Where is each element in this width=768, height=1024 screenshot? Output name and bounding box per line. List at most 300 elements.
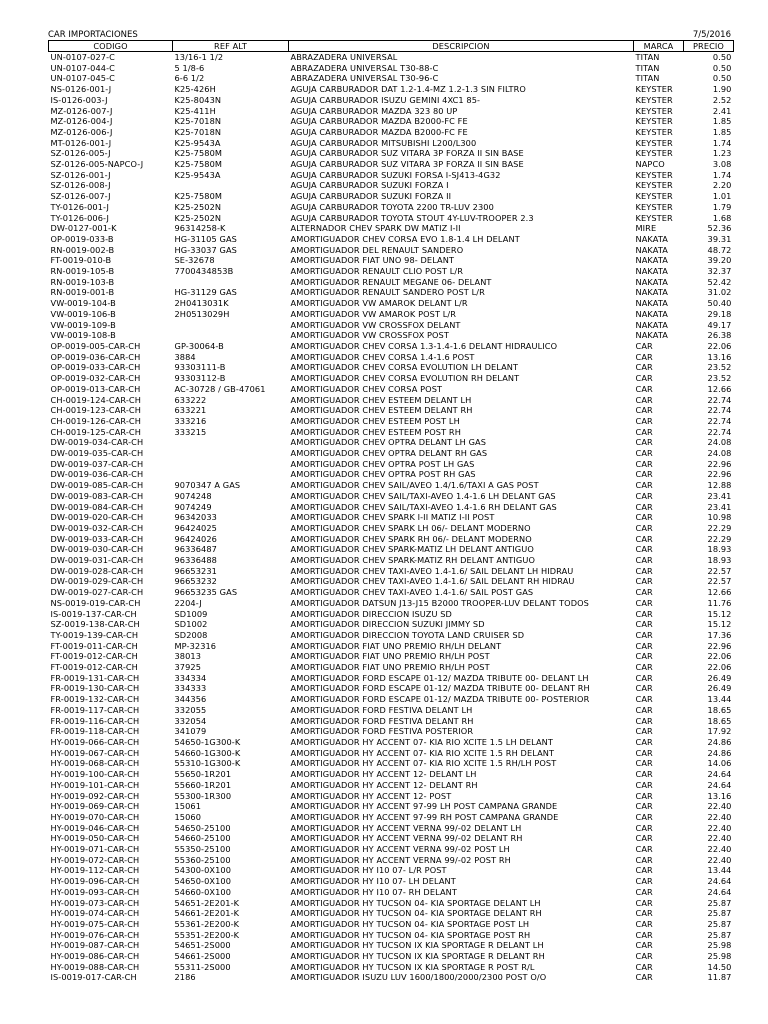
cell-precio: 0.50 — [712, 62, 732, 73]
cell-ref-alt: 93303111-B — [174, 362, 226, 373]
cell-codigo: SZ-0126-005-J — [50, 148, 111, 159]
cell-descripcion: AMORTIGUADOR CHEV ESTEEM POST RH — [290, 426, 461, 437]
cell-ref-alt: 54651-2S000 — [174, 940, 231, 951]
cell-precio: 22.40 — [707, 833, 732, 844]
cell-codigo: CH-0019-124-CAR-CH — [50, 394, 142, 405]
table-row — [49, 833, 734, 844]
cell-codigo: DW-0019-083-CAR-CH — [50, 490, 144, 501]
table-row — [49, 694, 734, 705]
table-row — [49, 106, 734, 117]
cell-marca: CAR — [635, 908, 653, 919]
cell-codigo: DW-0019-035-CAR-CH — [50, 448, 144, 459]
cell-descripcion: AMORTIGUADOR CHEV ESTEEM DELANT LH — [290, 394, 472, 405]
cell-precio: 11.76 — [707, 597, 732, 608]
cell-descripcion: AMORTIGUADOR DIRECCION SUZUKI JIMMY SD — [290, 619, 485, 630]
cell-precio: 1.74 — [712, 137, 732, 148]
cell-ref-alt: 55350-25100 — [174, 844, 231, 855]
cell-precio: 15.12 — [707, 608, 732, 619]
cell-descripcion: AMORTIGUADOR CHEV ESTEEM DELANT RH — [290, 405, 473, 416]
cell-codigo: HY-0019-093-CAR-CH — [50, 886, 140, 897]
table-row — [49, 255, 734, 266]
sheet-header — [48, 30, 733, 40]
cell-ref-alt: SE-32678 — [174, 255, 215, 266]
cell-precio: 25.87 — [707, 897, 732, 908]
cell-precio: 1.79 — [712, 201, 732, 212]
cell-marca: CAR — [635, 876, 653, 887]
cell-precio: 25.87 — [707, 908, 732, 919]
cell-marca: NAKATA — [635, 233, 668, 244]
table-row — [49, 544, 734, 555]
table-row — [49, 801, 734, 812]
cell-ref-alt: 2H0413031K — [174, 298, 229, 309]
cell-marca: KEYSTER — [635, 191, 673, 202]
table-row — [49, 887, 734, 898]
cell-codigo: TY-0019-139-CAR-CH — [50, 629, 139, 640]
cell-ref-alt: SD1002 — [174, 619, 208, 630]
cell-descripcion: AMORTIGUADOR VW CROSSFOX POST — [290, 330, 449, 341]
cell-ref-alt: 332055 — [174, 704, 207, 715]
cell-ref-alt — [173, 330, 289, 341]
cell-codigo: DW-0019-029-CAR-CH — [50, 576, 144, 587]
cell-descripcion: AMORTIGUADOR HY TUCSON IX KIA SPORTAGE R DELANT RH — [290, 951, 545, 962]
table-row — [49, 416, 734, 427]
cell-precio: 22.40 — [707, 844, 732, 855]
cell-codigo: SZ-0126-001-J — [50, 169, 111, 180]
table-row — [49, 576, 734, 587]
cell-precio: 1.90 — [712, 84, 732, 95]
cell-precio: 1.85 — [712, 126, 732, 137]
cell-marca: CAR — [635, 608, 653, 619]
cell-descripcion: AMORTIGUADOR VW CROSSFOX DELANT — [290, 319, 461, 330]
column-header-ref-alt: REF ALT — [173, 41, 289, 52]
cell-descripcion: AMORTIGUADOR RENAULT CLIO POST L/R — [290, 266, 464, 277]
cell-precio: 22.74 — [707, 394, 732, 405]
table-row — [49, 362, 734, 373]
cell-ref-alt: 55311-2S000 — [174, 961, 231, 972]
cell-precio: 1.23 — [712, 148, 732, 159]
cell-descripcion: AMORTIGUADOR FIAT UNO PREMIO RH/LH POST — [290, 651, 490, 662]
cell-codigo: HY-0019-100-CAR-CH — [50, 769, 140, 780]
cell-precio: 14.06 — [707, 758, 732, 769]
table-row — [49, 651, 734, 662]
cell-descripcion: AMORTIGUADOR CHEV SPARK RH 06/- DELANT MODERNO — [290, 533, 532, 544]
cell-marca: CAR — [635, 694, 653, 705]
cell-descripcion: AGUJA CARBURADOR MAZDA 323 80 UP — [290, 105, 458, 116]
cell-marca: CAR — [635, 886, 653, 897]
cell-descripcion: AMORTIGUADOR CHEV CORSA 1.3-1.4-1.6 DELANT HIDRAULICO — [290, 340, 558, 351]
cell-codigo: HY-0019-070-CAR-CH — [50, 811, 140, 822]
cell-ref-alt: K25-7580M — [174, 191, 223, 202]
cell-ref-alt: 341079 — [174, 726, 207, 737]
cell-marca: CAR — [635, 801, 653, 812]
cell-ref-alt: 54661-2E201-K — [174, 908, 240, 919]
cell-precio: 22.40 — [707, 854, 732, 865]
cell-precio: 14.50 — [707, 961, 732, 972]
table-row — [49, 716, 734, 727]
cell-descripcion: AMORTIGUADOR HY TUCSON IX KIA SPORTAGE R POST R/L — [290, 961, 535, 972]
cell-marca: CAR — [635, 811, 653, 822]
cell-descripcion: AMORTIGUADOR HY ACCENT 12- DELANT RH — [290, 779, 478, 790]
cell-codigo: DW-0019-031-CAR-CH — [50, 555, 144, 566]
cell-precio: 22.40 — [707, 801, 732, 812]
cell-descripcion: AMORTIGUADOR FORD ESCAPE 01-12/ MAZDA TRIBUTE 00- DELANT RH — [290, 683, 590, 694]
cell-marca: CAR — [635, 769, 653, 780]
cell-precio: 13.44 — [707, 694, 732, 705]
cell-precio: 39.20 — [707, 255, 732, 266]
cell-marca: CAR — [635, 576, 653, 587]
cell-ref-alt: 55300-1R300 — [174, 790, 232, 801]
cell-ref-alt: 13/16-1 1/2 — [174, 52, 224, 62]
cell-ref-alt: 334333 — [174, 683, 207, 694]
cell-precio: 15.12 — [707, 619, 732, 630]
cell-ref-alt: 96314258-K — [174, 223, 226, 234]
cell-codigo: MZ-0126-004-J — [50, 116, 113, 127]
cell-ref-alt: 344356 — [174, 694, 207, 705]
cell-descripcion: AMORTIGUADOR CHEV SPARK I-II MATIZ I-II POST — [290, 512, 495, 523]
cell-precio: 52.42 — [707, 276, 732, 287]
cell-ref-alt: 54650-0X100 — [174, 876, 232, 887]
cell-ref-alt: 55360-25100 — [174, 854, 231, 865]
cell-marca: CAR — [635, 833, 653, 844]
cell-codigo: HY-0019-067-CAR-CH — [50, 747, 140, 758]
table-row — [49, 459, 734, 470]
cell-descripcion: AMORTIGUADOR HY TUCSON 04- KIA SPORTAGE DELANT RH — [290, 908, 542, 919]
cell-codigo: DW-0019-084-CAR-CH — [50, 501, 144, 512]
cell-marca: CAR — [635, 544, 653, 555]
cell-marca: KEYSTER — [635, 116, 673, 127]
cell-marca: NAKATA — [635, 319, 668, 330]
cell-descripcion: AGUJA CARBURADOR ISUZU GEMINI 4XC1 85- — [290, 94, 481, 105]
cell-precio: 25.87 — [707, 929, 732, 940]
cell-ref-alt: HG-31129 GAS — [174, 287, 237, 298]
table-row — [49, 940, 734, 951]
cell-marca: CAR — [635, 737, 653, 747]
cell-ref-alt: 15060 — [174, 811, 202, 822]
cell-ref-alt — [173, 469, 289, 480]
cell-codigo: OP-0019-033-B — [50, 233, 114, 244]
cell-ref-alt: 633222 — [174, 394, 207, 405]
cell-descripcion: AGUJA CARBURADOR SUZUKI FORSA I-SJ413-4G32 — [290, 169, 501, 180]
cell-descripcion: AMORTIGUADOR CHEV SAIL/TAXI-AVEO 1.4-1.6 LH DELANT GAS — [290, 490, 556, 501]
cell-codigo: HY-0019-073-CAR-CH — [50, 897, 140, 908]
table-row — [49, 480, 734, 491]
table-row — [49, 63, 734, 74]
cell-ref-alt: 9074249 — [174, 501, 212, 512]
cell-precio: 22.74 — [707, 426, 732, 437]
cell-descripcion: AGUJA CARBURADOR SUZUKI FORZA II — [290, 191, 452, 202]
cell-marca: CAR — [635, 929, 653, 940]
table-row — [49, 84, 734, 95]
cell-codigo: DW-0019-036-CAR-CH — [50, 469, 144, 480]
cell-codigo: OP-0019-013-CAR-CH — [50, 383, 141, 394]
table-row — [49, 619, 734, 630]
cell-marca: CAR — [635, 651, 653, 662]
cell-marca: CAR — [635, 865, 653, 876]
table-row — [49, 791, 734, 802]
cell-codigo: TY-0126-006-J — [50, 212, 110, 223]
cell-descripcion: AMORTIGUADOR FORD FESTIVA DELANT LH — [290, 704, 473, 715]
cell-codigo: OP-0019-032-CAR-CH — [50, 373, 141, 384]
cell-marca: CAR — [635, 640, 653, 651]
cell-descripcion: AMORTIGUADOR HY ACCENT VERNA 99/-02 POST RH — [290, 854, 511, 865]
cell-descripcion: AMORTIGUADOR HY ACCENT 07- KIA RIO XCITE 1.5 RH/LH POST — [290, 758, 557, 769]
cell-precio: 22.06 — [707, 651, 732, 662]
cell-ref-alt: 93303112-B — [174, 373, 226, 384]
cell-ref-alt: 333215 — [174, 426, 207, 437]
cell-descripcion: AGUJA CARBURADOR MITSUBISHI L200/L300 — [290, 137, 477, 148]
cell-ref-alt: SD2008 — [174, 629, 208, 640]
cell-marca: KEYSTER — [635, 105, 673, 116]
cell-precio: 23.41 — [707, 490, 732, 501]
cell-marca: NAKATA — [635, 276, 668, 287]
cell-precio: 10.98 — [707, 512, 732, 523]
cell-precio: 2.20 — [712, 180, 732, 191]
cell-marca: CAR — [635, 951, 653, 962]
cell-descripcion: AMORTIGUADOR HY ACCENT 12- DELANT LH — [290, 769, 477, 780]
cell-descripcion: AMORTIGUADOR ISUZU LUV 1600/1800/2000/2300 POST O/O — [290, 972, 547, 983]
cell-precio: 22.40 — [707, 822, 732, 833]
table-row — [49, 769, 734, 780]
cell-marca: CAR — [635, 747, 653, 758]
cell-marca: CAR — [635, 844, 653, 855]
cell-descripcion: AMORTIGUADOR FORD FESTIVA DELANT RH — [290, 715, 474, 726]
table-row — [49, 844, 734, 855]
cell-codigo: HY-0019-096-CAR-CH — [50, 876, 140, 887]
table-row — [49, 148, 734, 159]
cell-descripcion: AMORTIGUADOR FIAT UNO 98- DELANT — [290, 255, 455, 266]
cell-codigo: HY-0019-101-CAR-CH — [50, 779, 140, 790]
table-row — [49, 395, 734, 406]
cell-ref-alt: 2186 — [174, 972, 196, 983]
table-row — [49, 598, 734, 609]
table-row — [49, 673, 734, 684]
table-row — [49, 823, 734, 834]
cell-descripcion: AMORTIGUADOR CHEV CORSA EVOLUTION LH DELANT — [290, 362, 519, 373]
cell-precio: 24.08 — [707, 448, 732, 459]
table-row — [49, 266, 734, 277]
report-date: 7/5/2016 — [692, 30, 731, 40]
table-row — [49, 919, 734, 930]
cell-descripcion: AMORTIGUADOR HY ACCENT 97-99 RH POST CAMPANA GRANDE — [290, 811, 559, 822]
cell-precio: 1.85 — [712, 116, 732, 127]
cell-precio: 1.01 — [712, 191, 732, 202]
cell-ref-alt: 54661-2S000 — [174, 951, 231, 962]
cell-precio: 22.06 — [707, 340, 732, 351]
cell-descripcion: AMORTIGUADOR DATSUN J13-J15 B2000 TROOPER-LUV DELANT TODOS — [290, 597, 589, 608]
cell-codigo: HY-0019-088-CAR-CH — [50, 961, 140, 972]
cell-ref-alt: K25-9543A — [174, 137, 221, 148]
cell-descripcion: AMORTIGUADOR CHEV SPARK-MATIZ RH DELANT ANTIGUO — [290, 555, 535, 566]
table-row — [49, 780, 734, 791]
cell-descripcion: AMORTIGUADOR CHEV SPARK LH 06/- DELANT MODERNO — [290, 522, 531, 533]
cell-descripcion: AGUJA CARBURADOR TOYOTA 2200 TR-LUV 2300 — [290, 201, 494, 212]
cell-marca: KEYSTER — [635, 137, 673, 148]
cell-descripcion: AGUJA CARBURADOR SUZ VITARA 3P FORZA II SIN BASE — [290, 159, 524, 170]
cell-ref-alt: K25-7018N — [174, 126, 222, 137]
cell-precio: 50.40 — [707, 298, 732, 309]
cell-descripcion: AMORTIGUADOR CHEV SAIL/TAXI-AVEO 1.4-1.6 RH DELANT GAS — [290, 501, 557, 512]
cell-codigo: MZ-0126-007-J — [50, 105, 113, 116]
cell-ref-alt: K25-8043N — [174, 94, 222, 105]
cell-marca: TITAN — [635, 52, 660, 62]
cell-precio: 22.96 — [707, 640, 732, 651]
cell-marca: CAR — [635, 394, 653, 405]
cell-descripcion: AMORTIGUADOR CHEV OPTRA DELANT RH GAS — [290, 448, 488, 459]
cell-ref-alt: K25-426H — [174, 84, 216, 95]
cell-ref-alt: 55351-2E200-K — [174, 929, 240, 940]
cell-ref-alt: K25-2502N — [174, 201, 222, 212]
cell-codigo: NS-0126-001-J — [50, 84, 112, 95]
table-row — [49, 213, 734, 224]
table-row — [49, 287, 734, 298]
cell-precio: 32.37 — [707, 266, 732, 277]
cell-codigo: FR-0019-131-CAR-CH — [50, 672, 140, 683]
cell-marca: TITAN — [635, 62, 660, 73]
cell-descripcion: AMORTIGUADOR CHEV TAXI-AVEO 1.4-1.6/ SAIL DELANT LH HIDRAU — [290, 565, 574, 576]
table-row — [49, 298, 734, 309]
cell-codigo: CH-0019-126-CAR-CH — [50, 415, 142, 426]
cell-descripcion: AGUJA CARBURADOR MAZDA B2000-FC FE — [290, 126, 468, 137]
cell-descripcion: AGUJA CARBURADOR MAZDA B2000-FC FE — [290, 116, 468, 127]
cell-ref-alt: GP-30064-B — [174, 340, 224, 351]
cell-codigo: RN-0019-001-B — [50, 287, 115, 298]
cell-marca: KEYSTER — [635, 126, 673, 137]
cell-ref-alt: 38013 — [174, 651, 202, 662]
cell-descripcion: AMORTIGUADOR RENAULT MEGANE 06- DELANT — [290, 276, 492, 287]
table-row — [49, 855, 734, 866]
cell-codigo: TY-0126-001-J — [50, 201, 110, 212]
table-row — [49, 630, 734, 641]
cell-precio: 26.49 — [707, 683, 732, 694]
cell-descripcion: AMORTIGUADOR HY TUCSON 04- KIA SPORTAGE POST RH — [290, 929, 531, 940]
cell-marca: CAR — [635, 469, 653, 480]
table-row — [49, 309, 734, 320]
table-row — [49, 330, 734, 341]
cell-descripcion: AMORTIGUADOR CHEV CORSA EVOLUTION RH DELANT — [290, 373, 520, 384]
table-row — [49, 180, 734, 191]
table-row — [49, 609, 734, 620]
cell-codigo: IS-0019-137-CAR-CH — [50, 608, 137, 619]
table-row — [49, 352, 734, 363]
cell-precio: 1.74 — [712, 169, 732, 180]
cell-marca: CAR — [635, 373, 653, 384]
cell-codigo: OP-0019-005-CAR-CH — [50, 340, 141, 351]
table-row — [49, 502, 734, 513]
cell-codigo: HY-0019-069-CAR-CH — [50, 801, 140, 812]
table-row — [49, 373, 734, 384]
cell-descripcion: AMORTIGUADOR CHEV TAXI-AVEO 1.4-1.6/ SAIL DELANT RH HIDRAU — [290, 576, 575, 587]
cell-descripcion: ALTERNADOR CHEV SPARK DW MATIZ I-II — [290, 223, 461, 234]
cell-ref-alt: 3884 — [174, 351, 196, 362]
cell-ref-alt — [173, 437, 289, 448]
cell-codigo: SZ-0126-007-J — [50, 191, 111, 202]
cell-codigo: NS-0019-019-CAR-CH — [50, 597, 141, 608]
cell-precio: 24.64 — [707, 876, 732, 887]
cell-codigo: VW-0019-108-B — [50, 330, 116, 341]
table-row — [49, 812, 734, 823]
cell-codigo: RN-0019-105-B — [50, 266, 115, 277]
cell-marca: CAR — [635, 383, 653, 394]
header-row — [49, 41, 734, 52]
cell-ref-alt: SD1009 — [174, 608, 208, 619]
table-row — [49, 587, 734, 598]
cell-descripcion: AMORTIGUADOR HY TUCSON 04- KIA SPORTAGE DELANT LH — [290, 897, 541, 908]
cell-ref-alt: 55310-1G300-K — [174, 758, 241, 769]
cell-marca: CAR — [635, 704, 653, 715]
table-row — [49, 170, 734, 181]
cell-descripcion: ABRAZADERA UNIVERSAL — [290, 52, 398, 62]
table-row — [49, 52, 734, 63]
cell-precio: 13.16 — [707, 790, 732, 801]
cell-ref-alt — [173, 320, 289, 331]
cell-ref-alt: 96653232 — [174, 576, 217, 587]
cell-ref-alt: K25-7580M — [174, 159, 223, 170]
cell-ref-alt: K25-7018N — [174, 116, 222, 127]
cell-marca: NAKATA — [635, 330, 668, 341]
cell-descripcion: AMORTIGUADOR HY ACCENT 07- KIA RIO XCITE 1.5 RH DELANT — [290, 747, 555, 758]
cell-precio: 22.57 — [707, 576, 732, 587]
cell-marca: KEYSTER — [635, 212, 673, 223]
cell-codigo: HY-0019-072-CAR-CH — [50, 854, 140, 865]
table-row — [49, 427, 734, 438]
cell-marca: NAPCO — [635, 159, 665, 170]
cell-marca: CAR — [635, 726, 653, 737]
cell-codigo: MT-0126-001-J — [50, 137, 112, 148]
column-header-codigo: CODIGO — [49, 41, 173, 52]
cell-ref-alt: 37925 — [174, 662, 202, 673]
cell-codigo: HY-0019-050-CAR-CH — [50, 833, 140, 844]
cell-precio: 0.50 — [712, 52, 732, 62]
cell-ref-alt: K25-2502N — [174, 212, 222, 223]
cell-marca: CAR — [635, 448, 653, 459]
cell-marca: NAKATA — [635, 244, 668, 255]
cell-descripcion: AMORTIGUADOR HY ACCENT 07- KIA RIO XCITE 1.5 LH DELANT — [290, 737, 553, 747]
cell-ref-alt: K25-9543A — [174, 169, 221, 180]
cell-marca: CAR — [635, 961, 653, 972]
cell-codigo: FR-0019-118-CAR-CH — [50, 726, 140, 737]
cell-codigo: DW-0019-033-CAR-CH — [50, 533, 144, 544]
cell-precio: 18.93 — [707, 544, 732, 555]
cell-codigo: DW-0019-034-CAR-CH — [50, 437, 144, 448]
cell-codigo: FR-0019-132-CAR-CH — [50, 694, 140, 705]
table-row — [49, 277, 734, 288]
table-row — [49, 876, 734, 887]
cell-marca: CAR — [635, 437, 653, 448]
cell-descripcion: AMORTIGUADOR CHEV SAIL/AVEO 1.4/1.6/TAXI A GAS POST — [290, 480, 539, 491]
cell-codigo: DW-0019-030-CAR-CH — [50, 544, 144, 555]
cell-precio: 12.66 — [707, 383, 732, 394]
cell-codigo: DW-0019-032-CAR-CH — [50, 522, 144, 533]
cell-precio: 12.66 — [707, 587, 732, 598]
cell-marca: KEYSTER — [635, 201, 673, 212]
cell-precio: 18.65 — [707, 704, 732, 715]
cell-precio: 2.41 — [712, 105, 732, 116]
cell-codigo: UN-0107-027-C — [50, 52, 115, 62]
cell-marca: CAR — [635, 480, 653, 491]
cell-marca: CAR — [635, 619, 653, 630]
cell-precio: 24.86 — [707, 737, 732, 747]
cell-codigo: FT-0019-012-CAR-CH — [50, 651, 138, 662]
cell-precio: 26.38 — [707, 330, 732, 341]
cell-codigo: IS-0126-003-J — [50, 94, 108, 105]
cell-descripcion: AMORTIGUADOR DIRECCION TOYOTA LAND CRUISER SD — [290, 629, 525, 640]
cell-precio: 3.08 — [712, 159, 732, 170]
table-row — [49, 95, 734, 106]
cell-precio: 48.72 — [707, 244, 732, 255]
cell-codigo: HY-0019-071-CAR-CH — [50, 844, 140, 855]
cell-marca: CAR — [635, 340, 653, 351]
cell-marca: CAR — [635, 758, 653, 769]
